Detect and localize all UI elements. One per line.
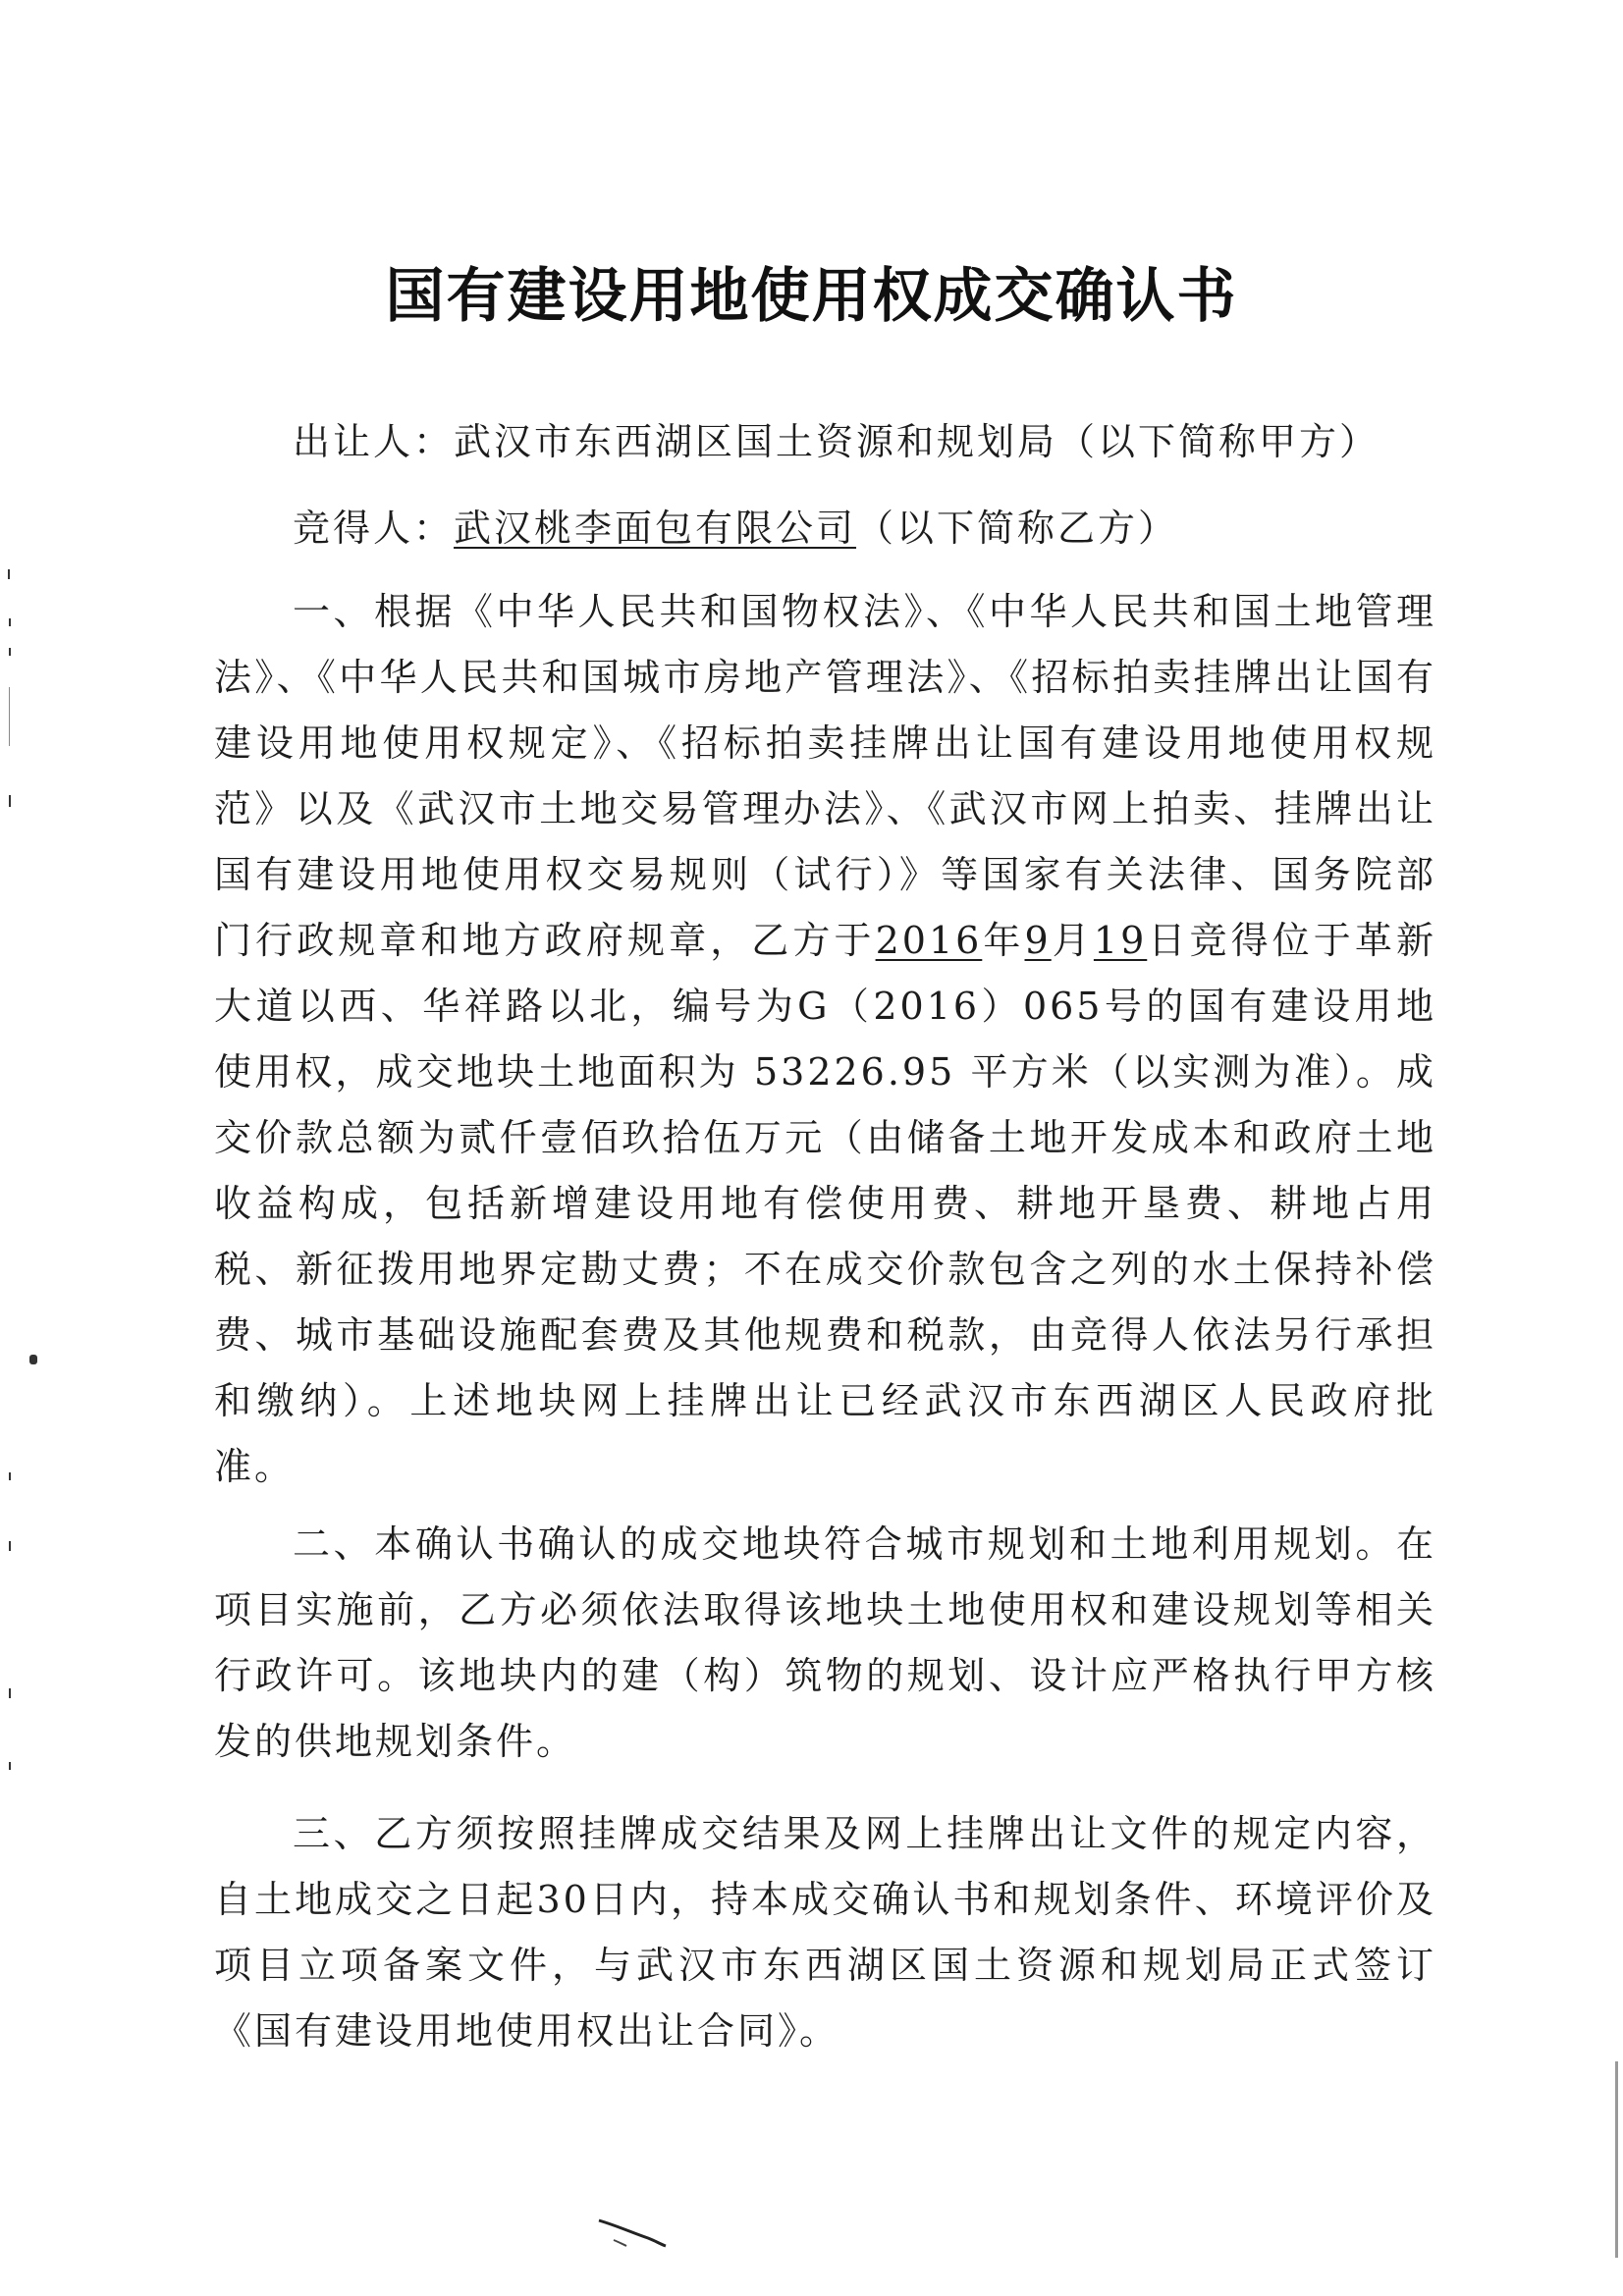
pen-scribble: [589, 2209, 677, 2258]
transferor-label: 出让人：: [293, 420, 455, 463]
clause-3: 三、乙方须按照挂牌成交结果及网上挂牌出让文件的规定内容，自土地成交之日起30日内，持本成交确认书和规划条件、环境评价及项目立项备案文件，与武汉市东西湖区国土资源和规划局正式签订《国有建设用地使用权出让合同》。: [214, 1812, 1436, 2053]
clause-2: 二、本确认书确认的成交地块符合城市规划和土地利用规划。在项目实施前，乙方必须依法取得该地块土地使用权和建设规划等相关行政许可。该地块内的建（构）筑物的规划、设计应严格执行甲方核发的供地规划条件。: [214, 1522, 1436, 1763]
clause-1-part-b: 平方米（以实测为准）。成交价款总额为贰仟壹佰玖拾伍万元（由储备土地开发成本和政府土地收益构成，包括新增建设用地有偿使用费、耕地开垦费、耕地占用税、新征拨用地界定勘丈费；不在成交价款包含之列的水土保持补偿费、城市基础设施配套费及其他规费和税款，由竞得人依法另行承担和缴纳）。上述地块网上挂牌出让已经武汉市东西湖区人民政府批准。: [214, 1050, 1436, 1488]
scan-mark: [9, 1688, 11, 1698]
scan-mark: [9, 795, 11, 807]
scan-mark: [9, 1541, 11, 1551]
clause-1-part-a: 一、根据《中华人民共和国物权法》、《中华人民共和国土地管理法》、《中华人民共和国城市房地产管理法》、《招标拍卖挂牌出让国有建设用地使用权规定》、《招标拍卖挂牌出让国有建设用地使用权规范》以及《武汉市土地交易管理办法》、《武汉市网上拍卖、挂牌出让国有建设用地使用权交易规则（试行）》等国家有关法律、国务院部门行政规章和地方政府规章，乙方于: [214, 590, 1436, 962]
transaction-month: 9: [1024, 919, 1052, 962]
winner-line: [214, 499, 1436, 558]
winner-note: （以下简称乙方）: [856, 507, 1179, 550]
winner-label: 竞得人：: [293, 507, 455, 550]
document-title: 国有建设用地使用权成交确认书: [385, 262, 1238, 331]
winner-name: 武汉桃李面包有限公司: [454, 507, 857, 550]
scan-mark: [9, 1762, 11, 1770]
transferor-name: 武汉市东西湖区国土资源和规划局: [454, 420, 1058, 463]
scan-mark: [9, 648, 11, 656]
transaction-day-unit: 日竞得位于革新大道以西、华祥路以北，编号为G（2016）065号的国有建设用地使用权，成交地块土地面积为: [214, 919, 1436, 1094]
transaction-year-unit: 年: [982, 919, 1025, 962]
scan-mark: [9, 618, 11, 626]
land-area: 53226.95: [753, 1050, 956, 1094]
scan-mark: [9, 1472, 11, 1480]
transferor-line: [214, 412, 1436, 471]
scan-mark: [29, 1355, 37, 1364]
transaction-day: 19: [1093, 919, 1148, 962]
scan-mark: [8, 569, 10, 579]
transaction-month-unit: 月: [1051, 919, 1094, 962]
transferor-note: （以下简称甲方）: [1057, 420, 1380, 463]
scan-mark: [1615, 2061, 1618, 2258]
transaction-year: 2016: [875, 919, 983, 962]
scan-mark: [9, 687, 10, 746]
clause-1: [214, 579, 1436, 1500]
